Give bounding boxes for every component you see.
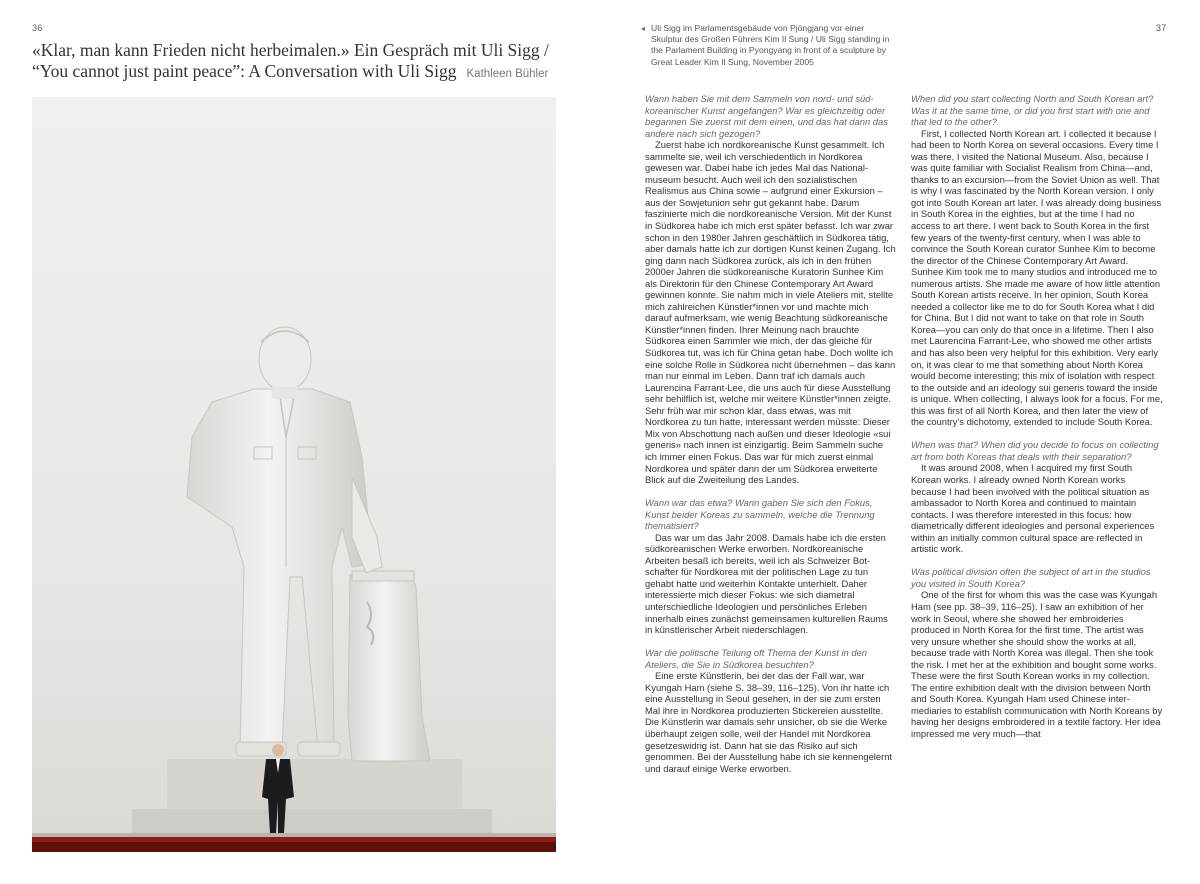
- english-question-3: Was political division often the subject of art in the studios you visited in South Korea?: [911, 566, 1151, 589]
- article-title: [32, 40, 562, 85]
- title-line-german: «Klar, man kann Frieden nicht herbeimalen.» Ein Gespräch mit Uli Sigg /: [32, 40, 549, 60]
- statue-illustration: [32, 97, 556, 852]
- page-number-right: 37: [1156, 23, 1167, 33]
- author-name: Kathleen Bühler: [466, 68, 549, 80]
- english-answer-3: One of the first for whom this was the case was Kyungah Ham (see pp. 38–39, 116–25). I saw an exhibition of her work in Seoul, where she showed her embroideries produced in North Korea for the first time. The artist was very unsure whether she should show the works at all, because trade with North Korea was illegal. Then she took the risk. I met her at the exhibition and bought some works. These were the first South Korean works in my collection. The entire exhibition dealt with the division between North and South Korea. Kyungah Ham used Chinese intermediaries to establish communication with North Koreans by having her designs embroidered in a textile factory. Her idea impressed me very much—that: [911, 589, 1163, 739]
- german-answer-1: Zuerst habe ich nordkoreanische Kunst gesammelt. Ich sammelte sie, weil ich verschiedentlich in Nordkorea gewesen war. Dabei habe ich jedes Mal das Nationalmuseum besucht. Auch weil ich den sozialistischen Realismus aus China sowie – aufgrund einer Exkursion – aus der Sowjetunion sehr gut gekannt habe. Darum faszinierte mich die nordkoreanische Version. Mit der Kunst in Südkorea habe ich mich erst später befasst. Ich war zwar schon in den 1980er Jahren geschäftlich in Südkorea tätig, aber damals hatte ich zur dortigen Kunst keinen Zugang. Ich ging dann nach Südkorea zurück, als ich in den frühen 2000er Jahren die südkoreanische Kuratorin Sunhee Kim als Direktorin für den Chinese Contemporary Art Award gewinnen konnte. Sie nahm mich in viele Ateliers mit, stellte mich zahlreichen Künstler*innen vor und machte mich darauf aufmerksam, wie wenig Beachtung südkoreanische Künstler*innen finden. Ihrer Meinung nach brauchte Südkorea einen Sammler wie mich, der das gleiche für Südkorea tut, was ich für China getan habe. Doch wollte ich eine solche Rolle in Südkorea nicht übernehmen – das kann man nur einmal im Leben. Dann traf ich damals auch Laurencina Farrant-Lee, die uns auch für diese Ausstellung sehr behilflich ist, welche mir weitere Künstler*innen zeigte. Sehr früh war mir schon klar, dass etwas, was mit Nordkorea zu tun hatte, interessant werden müsste: Dieser Mix von Abschottung nach außen und dieser Ideologie «sui generis» nach innen ist einzigartig. Beim Sammeln suche ich immer einen Fokus. Das war für mich zuerst einmal Nordkorea und später dann der um Südkorea erweiterte Blick auf die Zweiteilung des Landes.: [645, 139, 896, 486]
- title-line-english: [32, 61, 562, 85]
- photo-caption: [641, 23, 896, 68]
- title-english-text: “You cannot just paint peace”: A Conversation with Uli Sigg: [32, 61, 457, 81]
- page-number-left: 36: [32, 23, 43, 33]
- english-question-2: When was that? When did you decide to focus on collecting art from both Koreas that deals with their separation?: [911, 439, 1159, 462]
- english-question-1: When did you start collecting North and South Korean art? Was it at the same time, or did you first start with one and that led to the other?: [911, 93, 1154, 128]
- german-question-2: Wann war das etwa? Wann gaben Sie sich den Fokus, Kunst beider Koreas zu sammeln, welche die Trennung thematisiert?: [645, 497, 875, 532]
- english-column: [911, 93, 1163, 740]
- german-column: [645, 93, 897, 774]
- german-answer-3: Eine erste Künstlerin, bei der das der Fall war, war Kyungah Ham (siehe S. 38–39, 116–125). Von ihr hatte ich eine Ausstellung in Seoul gesehen, in der sie zum ersten Mal ihre in Nordkorea produzierten Stickereien ausstellte. Die Künstlerin war damals sehr unsicher, ob sie die Werke überhaupt zeigen solle, weil der Handel mit Nordkorea gesetzeswidrig ist. Dann hat sie das Risiko auf sich genommen. Bei der Ausstellung habe ich sie kennengelernt und darauf einige Werke erworben.: [645, 670, 893, 774]
- caption-text: Uli Sigg im Parlamentsgebäude von Pjöngjang vor einer Skulptur des Großen Führers Kim Il Sung / Uli Sigg standing in the Parlament Building in Pyongyang in front of a sculpture by Great Leader Kim Il Sung, November 2005: [651, 23, 890, 67]
- german-answer-2: Das war um das Jahr 2008. Damals habe ich die ersten südkoreanischen Werke erworben. Nordkoreanische Arbeiten besaß ich bereits, weil ich als Schweizer Botschafter für Nordkorea mit der politischen Lage zu tun gehabt hatte und weiterhin Kontakte unterhielt. Daher interessierte mich dieser Fokus: wie sich diametral unterschiedliche Ideologien und persönliches Erleben innerhalb eines zunächst gemeinsamen kulturellen Raums in künstlerischer Arbeit niederschlagen.: [645, 531, 888, 636]
- caption-arrow-icon: ◂: [641, 24, 646, 33]
- statue-photo: [32, 97, 556, 852]
- german-question-3: War die politische Teilung oft Thema der Kunst in den Ateliers, die Sie in Südkorea besuchten?: [645, 647, 867, 670]
- english-answer-1: First, I collected North Korean art. I collected it because I had been to North Korea on several occasions. Every time I was there, I visited the National Museum. Also, because I was quite familiar with Socialist Realism from China—and, thanks to an excursion—from the Soviet Union as well. That is why I was fascinated by the North Korean version. I only got into South Korean art later. I was already doing business in South Korea in the eighties, but at the time I had no access to art there. I went back to South Korea in the first few years of the twenty-first century, when I was able to convince the South Korean curator Sunhee Kim to become the director of the Chinese Contemporary Art Award. Sunhee Kim took me to many studios and introduced me to numerous artists. She made me aware of how little attention South Korean artists receive. In her opinion, South Korea needed a collector like me to do for South Korea what I did for China. But I did not want to take on that role in South Korea—you can only do that once in a lifetime. Then I also met Laurencina Farrant-Lee, who showed me other artists and has also been very helpful for this exhibition. Very early on, it was clear to me that something about North Korea would become interesting; this mix of isolation with respect to the outside and an ideology sui generis toward the inside is unique. When collecting, I always look for a focus. For me, this was first of all North Korea, and then later the view of the country’s dichotomy, extended to include South Korea.: [911, 127, 1163, 428]
- german-question-1: Wann haben Sie mit dem Sammeln von nord- und südkoreanischer Kunst angefangen? War es gleichzeitig oder begannen Sie zuerst mit dem einen, und das hat dann das andere nach sich gezogen?: [645, 93, 888, 139]
- english-answer-2: It was around 2008, when I acquired my first South Korean works. I already owned North Korean works because I had been involved with the political situation as ambassador to North Korea and continued to maintain contacts. I was therefore interested in this focus: how diametrically different ideologies and personal experiences within an initially common cultural space are reflected in artistic work.: [911, 462, 1155, 555]
